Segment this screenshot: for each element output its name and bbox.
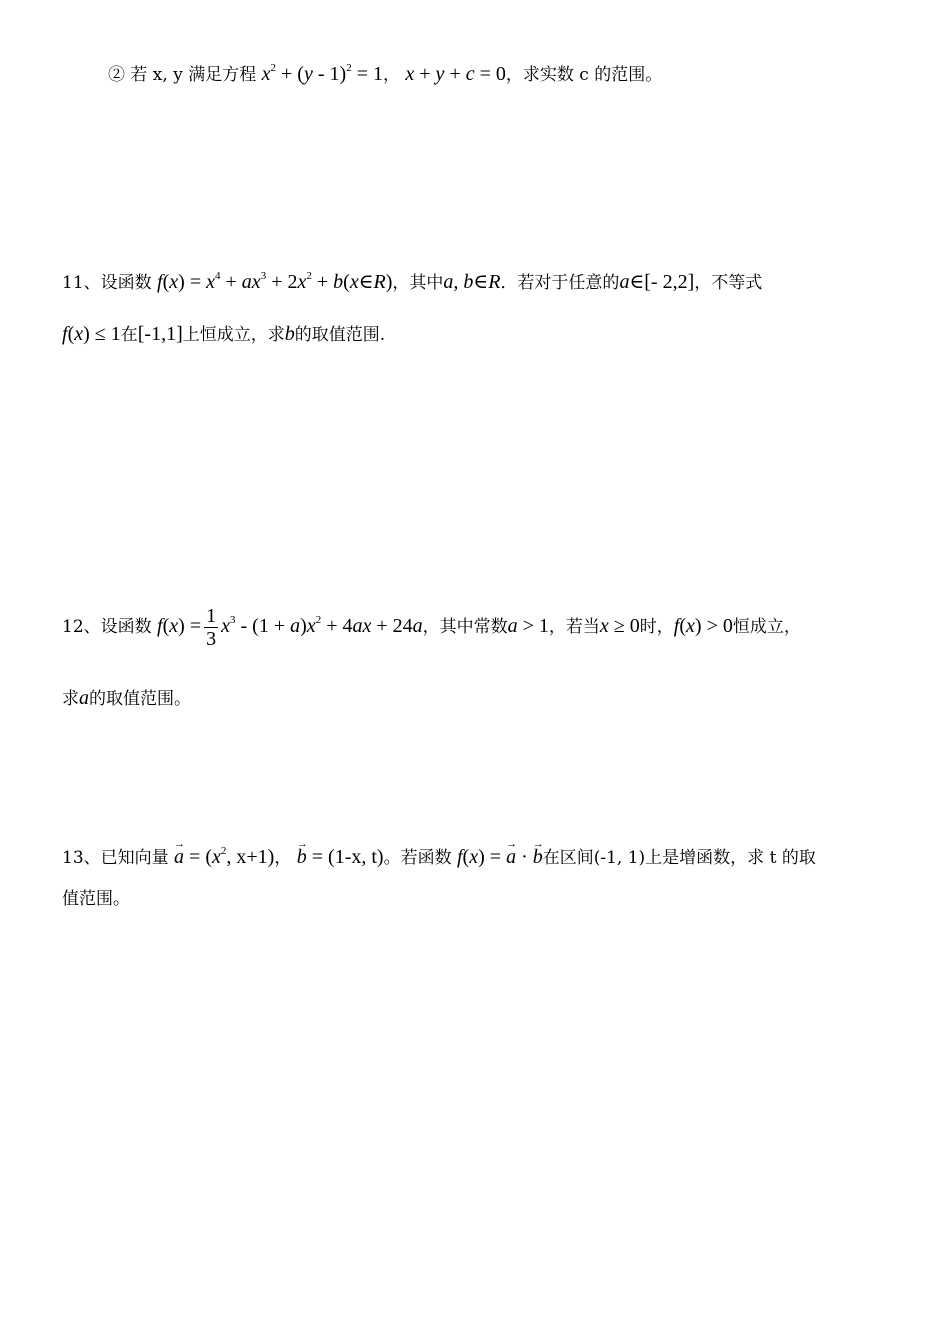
problem-10b-line	[108, 62, 662, 87]
problem-text: 值范围。	[62, 889, 130, 909]
problem-number: 12	[62, 617, 84, 638]
target-variable: a	[79, 687, 89, 709]
problem-label: 、已知向量	[83, 848, 169, 868]
problem-13-line-2	[62, 887, 130, 911]
problem-12-line-2	[62, 686, 191, 711]
separator: ，	[382, 65, 400, 85]
target-variable: b	[284, 323, 295, 345]
problem-10b-text: 若 x, y 满足方程	[125, 65, 257, 85]
parameter-condition: a, b∈R	[443, 271, 501, 293]
problem-number: 11	[62, 273, 84, 293]
domain-interval: [-1,1]	[137, 323, 183, 345]
vector-a: → $a = (x^2$, x+1)	[174, 846, 274, 868]
function-definition: f(x) = $\frac{1}{3}$ $x^3 - (1 + a)x^2 + 4ax + 24a$	[157, 605, 423, 650]
problem-text: ，不等式	[694, 273, 763, 293]
problem-text: 时，	[639, 617, 674, 638]
function-definition: $f(x) = x^4 + ax^3 + 2x^2$ + b(x∈R)	[157, 270, 393, 293]
circle-equation: $x^2 + (y - 1)^2 = 1$	[261, 62, 383, 85]
parameter-interval: a∈[- 2,2]	[619, 271, 695, 293]
positivity-condition: f(x) > 0	[673, 615, 733, 638]
vector-b: → b = (1-x, t)	[297, 846, 384, 868]
constant-condition: a > 1	[507, 615, 549, 638]
problem-text: 在区间(-1, 1)上是增函数，求 t 的取	[542, 848, 816, 868]
problem-10b-question: ，求实数 c 的范围。	[505, 65, 663, 85]
problem-label: 、设函数	[83, 617, 152, 638]
domain-condition: x ≥ 0	[599, 615, 640, 638]
problem-11-line-2	[62, 322, 385, 347]
circled-two-marker: ②	[108, 65, 125, 85]
problem-text: 的取值范围.	[294, 325, 386, 345]
problem-text: ，其中常数	[422, 617, 508, 638]
problem-11-line-1	[62, 270, 762, 295]
function-definition: f(x) = → a · → b	[457, 846, 543, 868]
problem-text: 在	[120, 325, 138, 345]
problem-13-line-1	[62, 845, 816, 870]
problem-text: 的取值范围。	[89, 689, 191, 709]
problem-text: ，若当	[548, 617, 600, 638]
problem-text: ，其中	[392, 273, 444, 293]
problem-text: ．若对于任意的	[500, 273, 620, 293]
problem-12-line-1	[62, 605, 801, 650]
line-equation: x + y + c = 0	[405, 63, 506, 85]
problem-text: 上恒成立，求	[182, 325, 285, 345]
separator: ，	[274, 848, 292, 868]
problem-label: 、设函数	[83, 273, 152, 293]
problem-text: 。若函数	[383, 848, 452, 868]
problem-text: 恒成立，	[732, 617, 801, 638]
inequality: f(x) ≤ 1	[62, 323, 121, 345]
problem-number: 13	[62, 848, 84, 868]
problem-text: 求	[62, 689, 79, 709]
